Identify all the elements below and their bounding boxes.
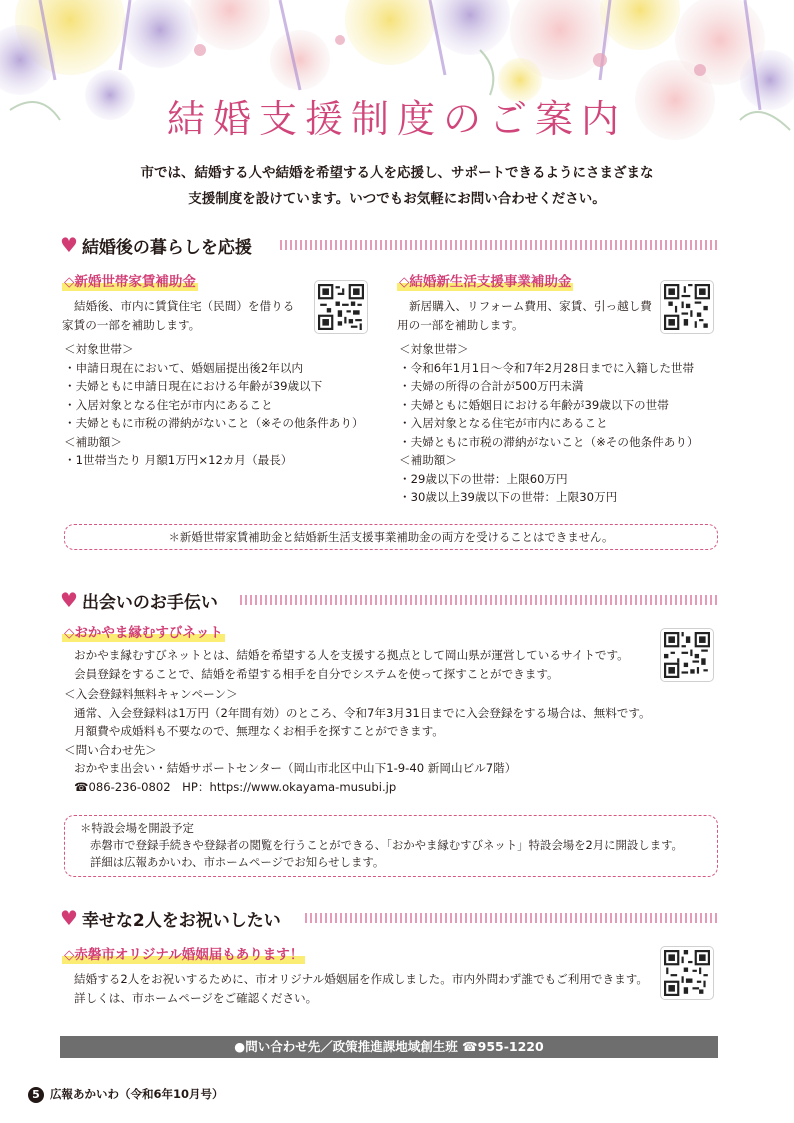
amount-item: ・1世帯当たり 月額1万円×12カ月（最長） bbox=[64, 453, 293, 467]
heading-stripe bbox=[280, 240, 718, 250]
contact-label: ＜問い合わせ先＞ bbox=[64, 742, 157, 757]
intro-line: 支援制度を設けています。いつでもお気軽にお問い合わせください。 bbox=[188, 191, 606, 207]
subsidy-note: ＊新婚世帯家賃補助金と結婚新生活支援事業補助金の両方を受けることはできません。 bbox=[168, 530, 614, 544]
amount-item: ・29歳以下の世帯：上限60万円 bbox=[399, 471, 568, 486]
qr-code-enmusubi[interactable] bbox=[660, 628, 714, 682]
heart-icon: ♥ bbox=[60, 588, 78, 612]
section-heading-support bbox=[60, 233, 252, 257]
qr-code-rent-subsidy[interactable] bbox=[314, 280, 368, 334]
note-line: 詳細は広報あかいわ、市ホームページでお知らせします。 bbox=[90, 855, 385, 869]
enmusubi-title: ◇おかやま縁むすびネット bbox=[62, 621, 225, 642]
target-label: ＜対象世帯＞ bbox=[399, 342, 469, 356]
marriage-form-title: ◇赤磐市オリジナル婚姻届もあります！ bbox=[62, 943, 305, 964]
qr-code-new-life-subsidy[interactable] bbox=[660, 280, 714, 334]
heart-icon: ♥ bbox=[60, 233, 78, 257]
desc-line: 詳しくは、市ホームページをご確認ください。 bbox=[74, 990, 318, 1005]
target-item: ・夫婦ともに婚姻日における年齢が39歳以下の世帯 bbox=[399, 397, 669, 412]
target-item: ・令和6年1月1日～令和7年2月28日までに入籍した世帯 bbox=[399, 360, 695, 375]
campaign-line: 通常、入会登録料は1万円（2年間有効）のところ、令和7年3月31日までに入会登録をする場合は、無料です。 bbox=[74, 705, 651, 720]
intro-text bbox=[0, 160, 794, 212]
campaign-label: ＜入会登録料無料キャンペーン＞ bbox=[64, 687, 238, 701]
contact-footer-bar: ●問い合わせ先／政策推進課地域創生班 ☎955-1220 bbox=[60, 1036, 718, 1058]
target-item: ・夫婦の所得の合計が500万円未満 bbox=[399, 379, 584, 393]
rent-subsidy-title: ◇新婚世帯家賃補助金 bbox=[62, 270, 198, 291]
qr-code-icon bbox=[664, 950, 710, 996]
qr-code-icon bbox=[664, 284, 710, 330]
section-title: 結婚後の暮らしを応援 bbox=[81, 237, 252, 258]
qr-code-icon bbox=[318, 284, 364, 330]
marriage-form-desc bbox=[74, 970, 648, 1007]
desc-line: 用の一部を補助します。 bbox=[397, 317, 524, 332]
amount-item: ・30歳以上39歳以下の世帯：上限30万円 bbox=[399, 490, 618, 504]
desc-line: 家賃の一部を補助します。 bbox=[62, 317, 201, 332]
rent-subsidy-desc bbox=[62, 297, 294, 334]
page-title: 結婚支援制度のご案内 bbox=[166, 97, 627, 141]
heading-stripe bbox=[240, 595, 718, 605]
section-heading-celebrate bbox=[60, 906, 281, 930]
amount-label: ＜補助額＞ bbox=[64, 434, 122, 449]
heart-icon: ♥ bbox=[60, 906, 78, 930]
desc-line: 結婚後、市内に賃貸住宅（民間）を借りる bbox=[74, 299, 295, 313]
rent-subsidy-conditions bbox=[64, 340, 364, 470]
desc-line: 結婚する2人をお祝いするために、市オリジナル婚姻届を作成しました。市内外問わず誰でもご利用できます。 bbox=[74, 972, 648, 986]
target-item: ・夫婦ともに市税の滞納がないこと（※その他条件あり） bbox=[64, 416, 364, 430]
amount-label: ＜補助額＞ bbox=[399, 453, 457, 467]
publication-name: 広報あかいわ（令和6年10月号） bbox=[50, 1087, 224, 1101]
venue-note bbox=[80, 820, 683, 871]
qr-code-marriage-form[interactable] bbox=[660, 946, 714, 1000]
enmusubi-campaign bbox=[64, 685, 651, 796]
target-item: ・入居対象となる住宅が市内にあること bbox=[399, 416, 608, 430]
note-line: 赤磐市で登録手続きや登録者の閲覧を行うことができる、「おかやま縁むすびネット」特設会場を2月に開設します。 bbox=[90, 838, 683, 852]
target-label: ＜対象世帯＞ bbox=[64, 342, 134, 356]
desc-line: 会員登録をすることで、結婚を希望する相手を自分でシステムを使って探すことができます。 bbox=[74, 666, 559, 681]
contact-phone-hp[interactable]: ☎086-236-0802 HP：https://www.okayama-musubi.jp bbox=[74, 779, 397, 794]
page-number: 5 bbox=[28, 1087, 44, 1103]
section-title: 出会いのお手伝い bbox=[81, 592, 218, 613]
target-item: ・申請日現在において、婚姻届提出後2年以内 bbox=[64, 360, 304, 375]
enmusubi-desc bbox=[74, 646, 629, 683]
desc-line: おかやま縁むすびネットとは、結婚を希望する人を支援する拠点として岡山県が運営しているサイトです。 bbox=[74, 648, 629, 662]
target-item: ・夫婦ともに市税の滞納がないこと（※その他条件あり） bbox=[399, 434, 699, 449]
contact-org: おかやま出会い・結婚サポートセンター（岡山市北区中山下1-9-40 新岡山ビル7階） bbox=[74, 761, 517, 775]
new-life-subsidy-title: ◇結婚新生活支援事業補助金 bbox=[397, 270, 573, 291]
heading-stripe bbox=[305, 913, 718, 923]
target-item: ・入居対象となる住宅が市内にあること bbox=[64, 397, 273, 412]
qr-code-icon bbox=[664, 632, 710, 678]
new-life-subsidy-desc bbox=[397, 297, 652, 334]
desc-line: 新居購入、リフォーム費用、家賃、引っ越し費 bbox=[409, 299, 652, 313]
campaign-line: 月額費や成婚料も不要なので、無理なくお相手を探すことができます。 bbox=[74, 724, 444, 738]
intro-line: 市では、結婚する人や結婚を希望する人を応援し、サポートできるようにさまざまな bbox=[140, 165, 654, 181]
new-life-subsidy-conditions bbox=[399, 340, 699, 507]
section-title: 幸せな2人をお祝いしたい bbox=[81, 910, 281, 931]
section-heading-matching bbox=[60, 588, 218, 612]
target-item: ・夫婦ともに申請日現在における年齢が39歳以下 bbox=[64, 379, 323, 393]
note-line: ＊特設会場を開設予定 bbox=[80, 821, 194, 835]
